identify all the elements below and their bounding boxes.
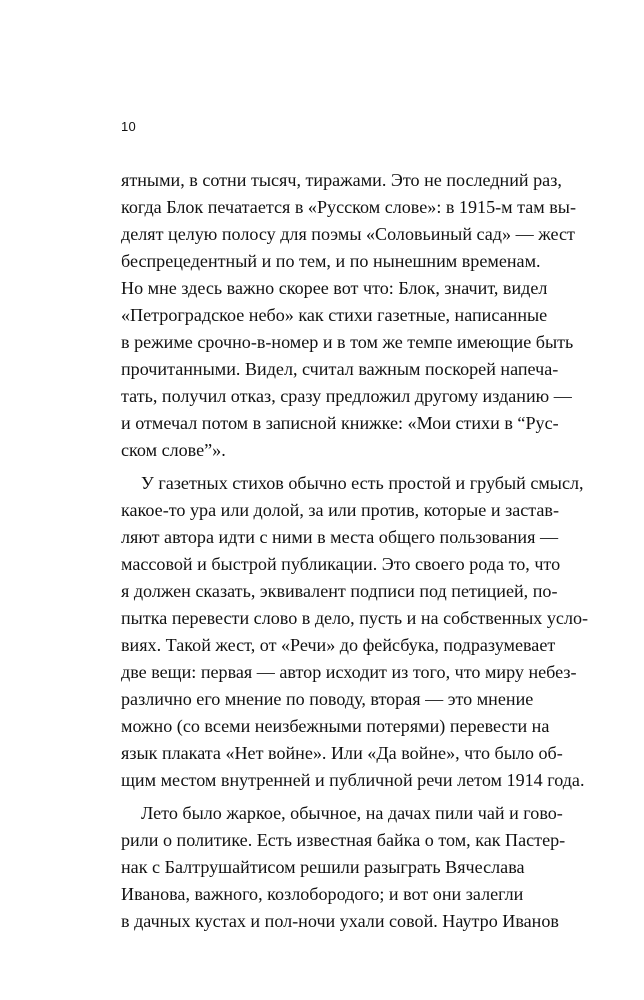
text-line: У газетных стихов обычно есть простой и грубый смысл, [141, 473, 584, 493]
paragraph-2 [121, 470, 589, 794]
text-line: прочитанными. Видел, считал важным поскорей напеча- [121, 359, 559, 379]
text-line: Иванова, важного, козлобородого; и вот они залегли [121, 884, 524, 904]
text-line: «Петроградское небо» как стихи газетные, написанные [121, 305, 548, 325]
text-line: ятными, в сотни тысяч, тиражами. Это не последний раз, [121, 170, 562, 190]
text-line: в дачных кустах и пол-ночи ухали совой. Наутро Иванов [121, 911, 559, 931]
text-line: какое-то ура или долой, за или против, которые и застав- [121, 500, 560, 520]
text-line: щим местом внутренней и публичной речи летом 1914 года. [121, 770, 585, 790]
text-line: рили о политике. Есть известная байка о том, как Пастер- [121, 830, 566, 850]
text-line: можно (со всеми неизбежными потерями) перевести на [121, 716, 550, 736]
text-line: ляют автора идти с ними в места общего пользования — [121, 527, 559, 547]
text-line: различно его мнение по поводу, вторая — это мнение [121, 689, 534, 709]
text-line: ском слове”». [121, 440, 226, 460]
text-line: когда Блок печатается в «Русском слове»: в 1915-м там вы- [121, 197, 576, 217]
text-line: тать, получил отказ, сразу предложил другому изданию — [121, 386, 572, 406]
text-line: две вещи: первая — автор исходит из того, что миру небез- [121, 662, 577, 682]
paragraph-1 [121, 167, 576, 464]
text-line: пытка перевести слово в дело, пусть и на собственных усло- [121, 608, 589, 628]
text-line: Лето было жаркое, обычное, на дачах пили чай и гово- [141, 803, 563, 823]
page-number: 10 [121, 119, 137, 134]
text-line: виях. Такой жест, от «Речи» до фейсбука, подразумевает [121, 635, 556, 655]
text-line: Но мне здесь важно скорее вот что: Блок, значит, видел [121, 278, 548, 298]
text-line: массовой и быстрой публикации. Это своего рода то, что [121, 554, 561, 574]
text-line: нак с Балтрушайтисом решили разыграть Вячеслава [121, 857, 525, 877]
text-line: я должен сказать, эквивалент подписи под петицией, по- [121, 581, 558, 601]
text-line: делят целую полосу для поэмы «Соловьиный сад» — жест [121, 224, 575, 244]
text-line: беспрецедентный и по тем, и по нынешним временам. [121, 251, 541, 271]
text-line: язык плаката «Нет войне». Или «Да войне», что было об- [121, 743, 563, 763]
text-line: и отмечал потом в записной книжке: «Мои стихи в “Рус- [121, 413, 559, 433]
body-text [121, 167, 589, 935]
paragraph-3 [121, 800, 566, 935]
text-line: в режиме срочно-в-номер и в том же темпе имеющие быть [121, 332, 574, 352]
